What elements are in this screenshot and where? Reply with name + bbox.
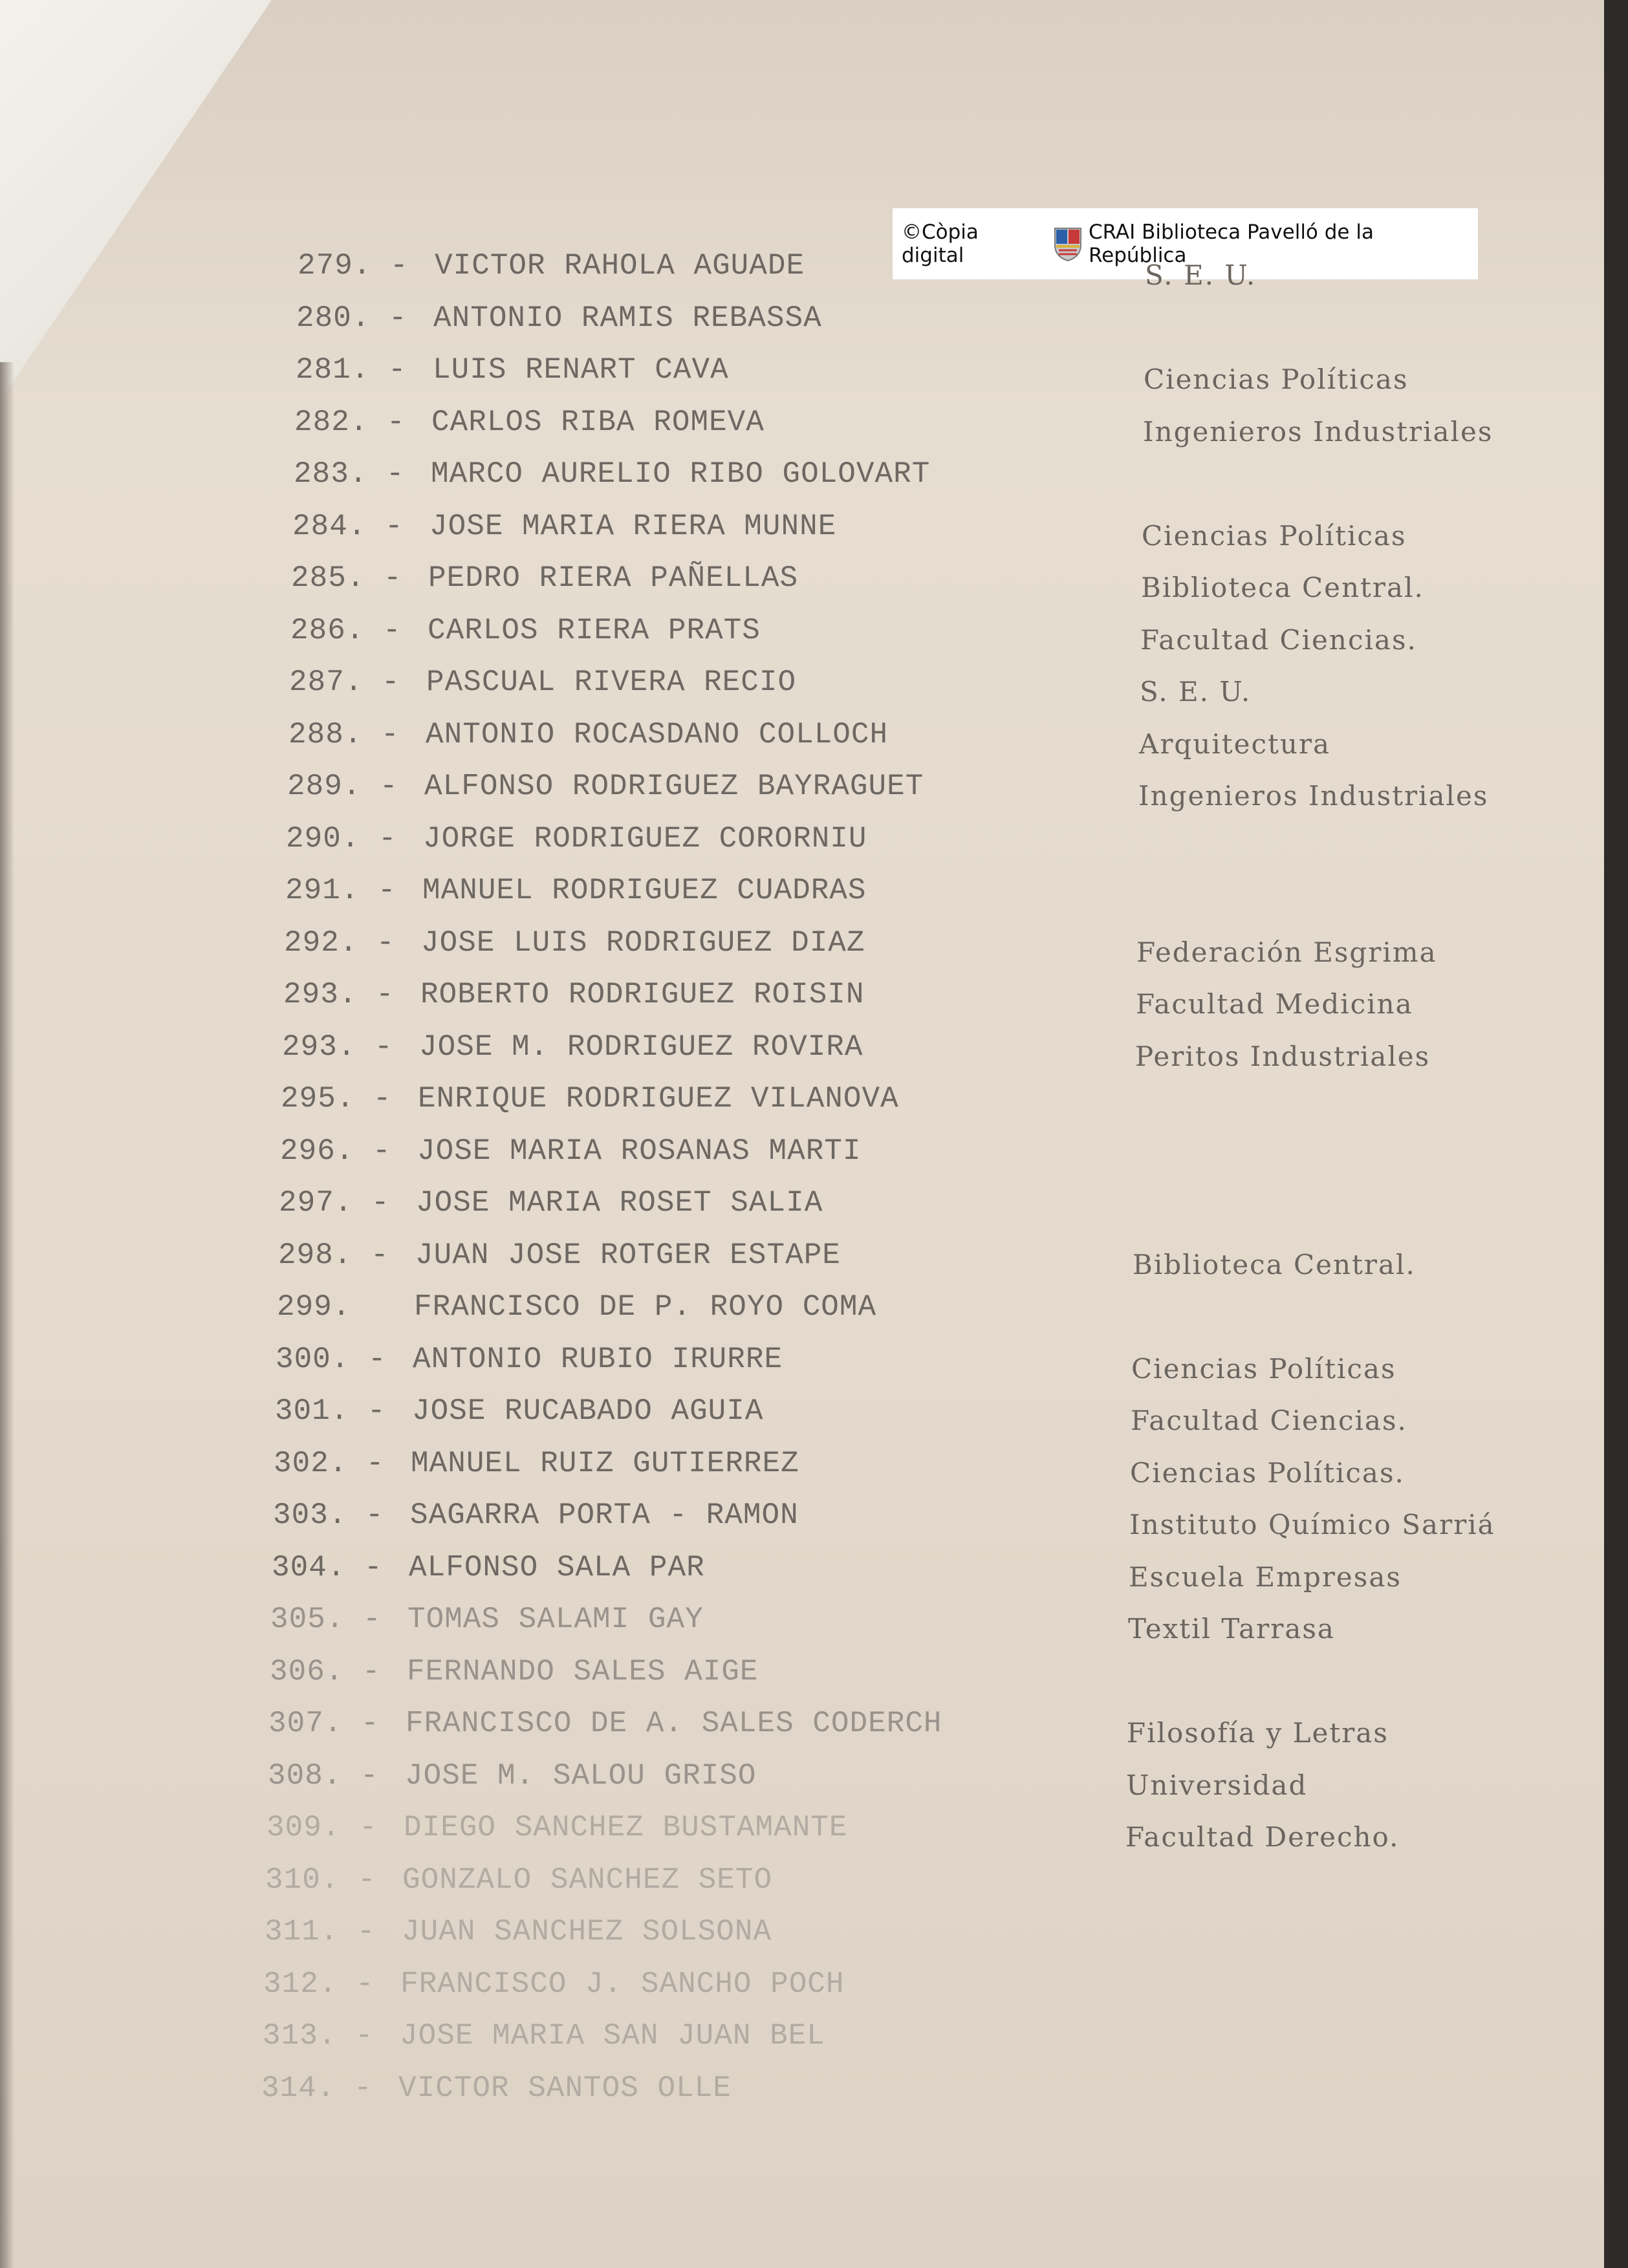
entry-name: JOSE M. SALOU GRISO [405,1758,757,1793]
entry-number: 301. - [275,1394,386,1428]
entry-organization: Arquitectura [1139,728,1331,760]
entry-name: DIEGO SANCHEZ BUSTAMANTE [404,1811,848,1844]
entry-number: 312. - [263,1967,374,2001]
entry-organization: Federación Esgrima [1136,936,1437,968]
entry-number: 285. - [291,561,402,595]
entry-name: VICTOR RAHOLA AGUADE [435,249,805,283]
entry-number: 297. - [279,1186,390,1220]
entry-number: 314. - [261,2071,373,2105]
entry-number: 298. - [278,1238,389,1272]
entry-organization: Ingenieros Industriales [1143,415,1493,448]
entry-number: 313. - [263,2019,374,2053]
entry-organization: Filosofía y Letras [1127,1717,1389,1749]
entry-number: 300. - [276,1342,387,1376]
entry-number: 309. - [266,1811,378,1844]
entry-number: 283. - [294,457,405,491]
entry-organization: Ingenieros Industriales [1138,780,1489,812]
entry-number: 296. - [280,1134,391,1168]
entry-name: MANUEL RUIZ GUTIERREZ [411,1446,799,1480]
entry-name: JOSE MARIA RIERA MUNNE [429,509,837,543]
entry-number: 304. - [272,1550,383,1584]
entry-name: ALFONSO RODRIGUEZ BAYRAGUET [424,770,924,803]
entry-name: JORGE RODRIGUEZ CORORNIU [423,821,867,856]
entry-name: JUAN SANCHEZ SOLSONA [402,1915,772,1949]
entry-organization: S. E. U. [1145,259,1257,291]
entry-name: ANTONIO ROCASDANO COLLOCH [426,717,889,751]
entry-name: ROBERTO RODRIGUEZ ROISIN [420,978,865,1011]
entry-organization: Instituto Químico Sarriá [1129,1509,1495,1540]
entry-name: JOSE LUIS RODRIGUEZ DIAZ [421,925,865,960]
entry-number: 293. - [282,1030,393,1064]
entry-number: 291. - [285,874,396,907]
scan-border [1604,0,1628,2268]
entry-number: 307. - [268,1707,380,1740]
entry-name: SAGARRA PORTA - RAMON [410,1498,799,1532]
entry-name: JOSE M. RODRIGUEZ ROVIRA [419,1030,863,1064]
entry-number: 290. - [286,821,397,856]
entry-number: 311. - [265,1915,376,1949]
entry-number: 282. - [294,405,406,439]
entry-name: VICTOR SANTOS OLLE [398,2071,732,2105]
entry-number: 288. - [288,717,400,751]
entry-name: FRANCISCO DE P. ROYO COMA [414,1290,877,1324]
entry-organization: Facultad Derecho. [1125,1821,1400,1853]
entry-number: 293. - [283,978,395,1011]
entry-organization: Ciencias Políticas. [1130,1456,1405,1489]
entry-number: 280. - [296,301,407,335]
page-edge-shadow [0,362,14,2268]
entry-number: 303. - [273,1498,384,1532]
entry-name: GONZALO SANCHEZ SETO [402,1863,773,1897]
entry-number: 310. - [265,1863,376,1897]
watermark-library-text: CRAI Biblioteca Pavelló de la República [1088,221,1374,267]
entry-name: PASCUAL RIVERA RECIO [426,665,797,699]
entry-number: 284. - [292,509,404,543]
entry-name: FERNANDO SALES AIGE [407,1654,759,1689]
entry-number: 306. - [270,1654,381,1689]
entry-organization: Universidad [1126,1769,1308,1801]
entry-organization: Ciencias Políticas [1131,1352,1396,1385]
entry-organization: Facultad Ciencias. [1140,623,1417,656]
crai-shield-icon [1054,226,1082,262]
entry-name: MANUEL RODRIGUEZ CUADRAS [422,874,867,907]
entry-name: JOSE MARIA ROSET SALIA [416,1186,823,1220]
entry-number: 302. - [274,1446,385,1480]
entry-organization: S. E. U. [1140,676,1252,707]
entry-number: 299. [277,1290,351,1324]
entry-number: 292. - [284,925,395,960]
entry-name: PEDRO RIERA PAÑELLAS [428,561,799,595]
entry-name: CARLOS RIERA PRATS [428,613,761,647]
entry-number: 279. - [298,249,409,283]
entry-organization: Ciencias Políticas [1144,363,1409,395]
entry-organization: Biblioteca Central. [1141,572,1424,603]
entry-organization: Facultad Ciencias. [1131,1405,1407,1436]
entry-organization: Facultad Medicina [1136,988,1413,1020]
entry-number: 287. - [289,665,400,699]
entry-organization: Biblioteca Central. [1133,1248,1416,1280]
entry-organization: Escuela Empresas [1129,1561,1402,1593]
entry-name: ALFONSO SALA PAR [409,1550,705,1584]
entry-name: ENRIQUE RODRIGUEZ VILANOVA [418,1082,899,1116]
entry-name: MARCO AURELIO RIBO GOLOVART [431,457,931,491]
entry-organization: Ciencias Políticas [1142,519,1407,552]
entry-name: FRANCISCO DE A. SALES CODERCH [406,1707,942,1740]
entry-name: JUAN JOSE ROTGER ESTAPE [415,1238,841,1272]
entry-number: 295. - [281,1082,392,1116]
entry-number: 305. - [270,1603,382,1636]
entry-number: 289. - [287,770,398,803]
entry-name: JOSE MARIA SAN JUAN BEL [400,2019,825,2053]
entry-name: ANTONIO RUBIO IRURRE [413,1342,783,1376]
entry-name: TOMAS SALAMI GAY [407,1603,704,1636]
entry-name: JOSE RUCABADO AGUIA [412,1394,764,1428]
entry-number: 286. - [290,613,402,647]
entry-number: 281. - [296,353,407,387]
entry-name: ANTONIO RAMIS REBASSA [433,301,822,335]
entry-name: FRANCISCO J. SANCHO POCH [400,1967,845,2001]
watermark-copy-text: ©Còpia digital [902,221,979,267]
entry-number: 308. - [268,1758,379,1793]
entry-organization: Textil Tarrasa [1128,1613,1335,1645]
entry-name: CARLOS RIBA ROMEVA [431,405,765,439]
entry-name: LUIS RENART CAVA [433,353,729,387]
entry-organization: Peritos Industriales [1135,1040,1431,1072]
entry-name: JOSE MARIA ROSANAS MARTI [417,1134,862,1168]
